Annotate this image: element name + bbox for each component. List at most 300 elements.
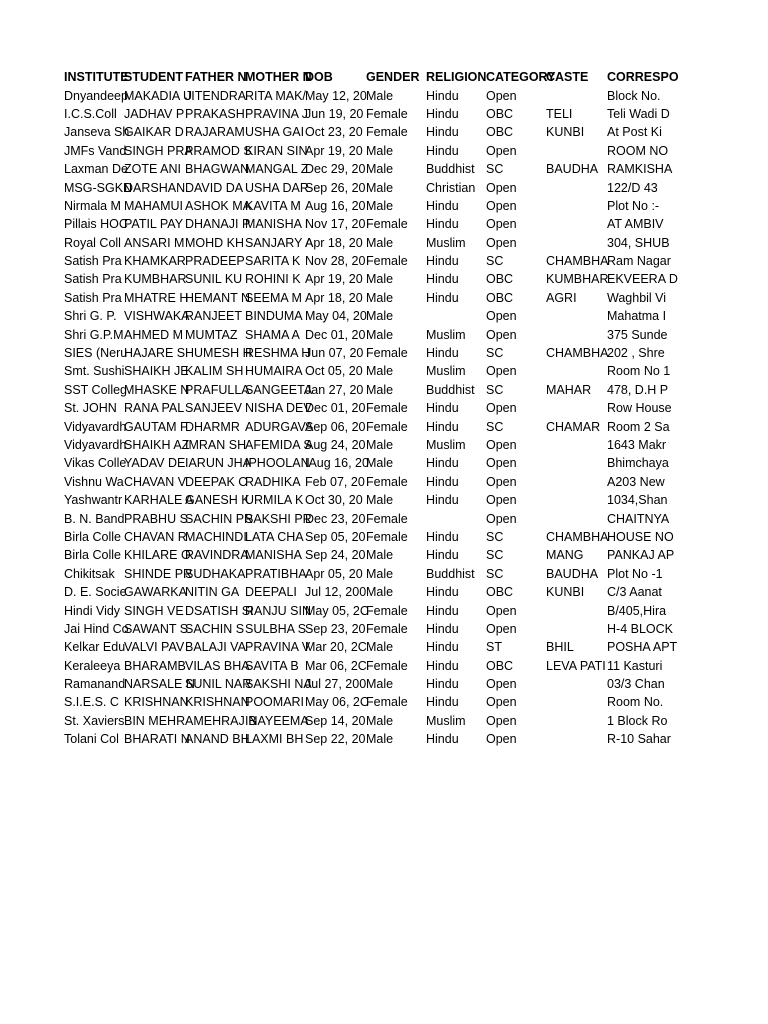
table-cell: Female [366, 125, 408, 140]
table-cell: 375 Sunde [607, 327, 668, 342]
table-row [64, 712, 768, 730]
table-cell: HUMAIRA [245, 364, 303, 379]
table-cell: LATA CHA [245, 529, 304, 544]
table-cell: URMILA K [245, 493, 304, 508]
table-cell: ADURGAVA [245, 419, 314, 434]
table-cell: Chikitsak [64, 566, 115, 581]
table-cell: Tolani Col [64, 732, 119, 747]
table-cell: JITENDRA [185, 88, 247, 103]
table-cell: PRABHU S [124, 511, 188, 526]
table-cell: Oct 30, 20 [305, 493, 363, 508]
table-cell: RESHMA H [245, 346, 311, 361]
table-cell: SANJARY A [245, 235, 314, 250]
table-cell: Male [366, 364, 394, 379]
table-cell: A203 New [607, 474, 665, 489]
table-cell: Open [486, 143, 517, 158]
table-cell: Hindu [426, 254, 459, 269]
table-cell: Satish Pra [64, 272, 122, 287]
table-cell: Hindu [426, 106, 459, 121]
table-cell: Male [366, 456, 394, 471]
table-cell: MUMTAZ [185, 327, 238, 342]
table-cell: SIES (Neru [64, 346, 128, 361]
table-cell: Hindu [426, 529, 459, 544]
table-cell: JMFs Vand [64, 143, 127, 158]
table-cell: NITIN GA [185, 585, 240, 600]
table-row [64, 454, 768, 472]
table-cell: SUDHAKA [185, 566, 246, 581]
table-cell: OBC [486, 125, 514, 140]
table-cell: SULBHA S [245, 621, 307, 636]
table-cell: Open [486, 493, 517, 508]
table-cell: Mar 06, 2C [305, 658, 367, 673]
table-cell: MSG-SGKN [64, 180, 133, 195]
table-row [64, 620, 768, 638]
table-cell: Hindu [426, 621, 459, 636]
table-row [64, 381, 768, 399]
table-row [64, 252, 768, 270]
table-cell: PRADEEP [185, 254, 245, 269]
table-row [64, 399, 768, 417]
table-cell: OBC [486, 585, 514, 600]
table-cell: GAUTAM F [124, 419, 188, 434]
table-cell: 202 , Shre [607, 346, 665, 361]
table-row [64, 657, 768, 675]
table-row [64, 546, 768, 564]
table-cell: MANISHA I [245, 217, 309, 232]
table-cell: Teli Wadi D [607, 106, 670, 121]
table-cell: Open [486, 88, 517, 103]
table-cell: Feb 07, 20 [305, 474, 365, 489]
table-cell: KRISHNAN [124, 695, 189, 710]
table-row [64, 638, 768, 656]
table-cell: Muslim [426, 713, 466, 728]
table-cell: Male [366, 143, 394, 158]
table-cell: OBC [486, 658, 514, 673]
table-cell: HUMESH H [185, 346, 252, 361]
table-cell: Buddhist [426, 382, 475, 397]
table-cell: BHIL [546, 640, 574, 655]
table-cell: PANKAJ AP [607, 548, 675, 563]
table-cell: Vidyavardh [64, 419, 127, 434]
table-cell: 1643 Makr [607, 438, 667, 452]
table-cell: Hindu [426, 732, 459, 747]
table-row [64, 270, 768, 288]
table-cell: Female [366, 217, 408, 232]
table-cell: MANGAL Z [245, 162, 309, 177]
table-cell: Hindu [426, 677, 459, 692]
table-cell: May 05, 2C [305, 603, 369, 618]
table-cell: RANJEET [185, 309, 242, 324]
table-cell: IMRAN SH [185, 438, 247, 452]
table-row [64, 178, 768, 196]
table-cell: Room No. [607, 695, 664, 710]
table-cell: May 12, 20 [305, 88, 367, 103]
table-cell: Hindu [426, 346, 459, 361]
table-cell: Open [486, 180, 517, 195]
table-cell: 1 Block Ro [607, 713, 668, 728]
table-cell: SACHIN PR [185, 511, 254, 526]
header-cell: CASTE [546, 70, 589, 85]
table-cell: Male [366, 640, 394, 655]
table-cell: POOMARI [245, 695, 305, 710]
table-cell: Hindu [426, 401, 459, 416]
table-cell: AT AMBIV [607, 217, 664, 232]
table-cell: Open [486, 198, 517, 213]
table-cell: SUNIL KU [185, 272, 243, 287]
table-cell: Sep 26, 20 [305, 180, 366, 195]
table-cell: Royal Coll [64, 235, 121, 250]
table-cell: Hindu [426, 88, 459, 103]
table-cell: Jul 27, 200 [305, 677, 367, 692]
table-cell: Vikas Colle [64, 456, 127, 471]
table-row [64, 528, 768, 546]
table-cell: Open [486, 438, 517, 452]
table-cell: BALAJI VA [185, 640, 246, 655]
table-cell: B/405,Hira [607, 603, 667, 618]
table-cell: Nirmala M [64, 198, 121, 213]
table-cell: Female [366, 419, 408, 434]
table-row [64, 491, 768, 509]
table-cell: PRAFULLA [185, 382, 250, 397]
table-cell: RAMKISHA [607, 162, 673, 177]
table-cell: Male [366, 88, 394, 103]
table-cell: ROHINI K [245, 272, 301, 287]
table-cell: SAKSHI PR [245, 511, 312, 526]
table-cell: Dec 01, 20 [305, 401, 366, 416]
table-cell: NISHA DEV [245, 401, 312, 416]
table-row [64, 675, 768, 693]
table-row [64, 160, 768, 178]
table-cell: Block No. [607, 88, 661, 103]
table-cell: May 04, 20 [305, 309, 367, 324]
table-cell: Apr 19, 20 [305, 272, 363, 287]
table-cell: Muslim [426, 327, 466, 342]
table-cell: Open [486, 401, 517, 416]
table-cell: Birla Colle [64, 529, 121, 544]
table-cell: MAHAMUI [124, 198, 184, 213]
table-cell: Muslim [426, 364, 466, 379]
table-cell: Aug 16, 20 [305, 198, 366, 213]
table-cell: Female [366, 511, 408, 526]
table-cell: NARSALE N [124, 677, 195, 692]
table-cell: St. Xaviers [64, 713, 125, 728]
table-cell: PRATIBHA [245, 566, 307, 581]
table-cell: Male [366, 198, 394, 213]
table-row [64, 601, 768, 619]
table-cell: Male [366, 235, 394, 250]
table-cell: Hindu [426, 658, 459, 673]
table-cell: Male [366, 382, 394, 397]
table-row [64, 215, 768, 233]
table-cell: AMEHRAJ B [185, 713, 257, 728]
table-cell: PRAKASH [185, 106, 245, 121]
header-cell: FATHER N [185, 70, 247, 85]
table-cell: Sep 05, 20 [305, 529, 366, 544]
table-cell: TELI [546, 106, 573, 121]
table-cell: CHAMBHA [546, 254, 609, 269]
table-cell: PRAVINA V [245, 640, 311, 655]
table-cell: DARSHAN [124, 180, 186, 195]
table-row [64, 307, 768, 325]
table-cell: Hindu [426, 548, 459, 563]
table-cell: Christian [426, 180, 476, 195]
table-row [64, 583, 768, 601]
table-cell: SEEMA M [245, 290, 302, 305]
table-cell: Hindu [426, 419, 459, 434]
table-cell: Open [486, 456, 517, 471]
table-cell: Open [486, 713, 517, 728]
table-cell: Ram Nagar [607, 254, 671, 269]
table-cell: Male [366, 180, 394, 195]
table-cell: ANSARI M [124, 235, 185, 250]
table-cell: 304, SHUB [607, 235, 670, 250]
table-cell: OBC [486, 272, 514, 287]
table-cell: BAUDHA [546, 162, 599, 177]
table-cell: Hindu [426, 474, 459, 489]
table-cell: S.I.E.S. C [64, 695, 119, 710]
table-cell: JADHAV P [124, 106, 185, 121]
table-cell: OBC [486, 106, 514, 121]
table-cell: PRAMOD S [185, 143, 252, 158]
table-cell: Hindu [426, 198, 459, 213]
table-cell: KUNBI [546, 125, 585, 140]
table-cell: KALIM SH [185, 364, 244, 379]
table-cell: SC [486, 566, 504, 581]
table-cell: Jun 07, 20 [305, 346, 364, 361]
table-cell: Vidyavardh [64, 438, 127, 452]
table-cell: SHAIKH AZ [124, 438, 190, 452]
table-cell: Male [366, 713, 394, 728]
table-cell: Hindu [426, 456, 459, 471]
table-cell: MHASKE N [124, 382, 190, 397]
table-cell: HOUSE NO [607, 529, 674, 544]
table-cell: USHA DAR [245, 180, 309, 195]
table-cell: SAVITA B [245, 658, 299, 673]
table-cell: IPHOOLAN [245, 456, 310, 471]
table-cell: Male [366, 272, 394, 287]
table-cell: KUMBHAR [124, 272, 187, 287]
table-cell: St. JOHN [64, 401, 117, 416]
table-cell: SC [486, 382, 504, 397]
header-cell: DOB [305, 70, 333, 85]
table-cell: SC [486, 548, 504, 563]
table-cell: SAWANT S [124, 621, 189, 636]
table-cell: IAug 16, 20 [305, 456, 369, 471]
table-cell: Jan 27, 20 [305, 382, 364, 397]
table-cell: Room 2 Sa [607, 419, 670, 434]
table-row [64, 142, 768, 160]
table-cell: SAKSHI NA [245, 677, 312, 692]
table-cell: HEMANT N [185, 290, 251, 305]
table-cell: Nov 28, 20 [305, 254, 366, 269]
table-cell: Smt. Sushi [64, 364, 125, 379]
table-cell: Oct 05, 20 [305, 364, 363, 379]
table-cell: Hindu [426, 585, 459, 600]
table-cell: KUNBI [546, 585, 585, 600]
table-cell: INAYEEMA [245, 713, 309, 728]
header-row [64, 68, 768, 86]
table-cell: Plot No :- [607, 198, 660, 213]
table-cell: Sep 14, 20 [305, 713, 366, 728]
table-cell: Dec 29, 20 [305, 162, 366, 177]
table-cell: Dnyandeep [64, 88, 128, 103]
table-cell: Vishnu Wa [64, 474, 124, 489]
table-row [64, 509, 768, 527]
table-cell: KHILARE O [124, 548, 191, 563]
table-cell: Ramanand [64, 677, 126, 692]
table-cell: LEVA PATI [546, 658, 606, 673]
table-cell: MANG [546, 548, 584, 563]
table-cell: ROOM NO [607, 143, 669, 158]
table-cell: BHAGWAN [185, 162, 250, 177]
table-cell: Female [366, 401, 408, 416]
table-cell: RADHIKA [245, 474, 301, 489]
table-row [64, 123, 768, 141]
table-row [64, 344, 768, 362]
table-cell: KIRAN SIN [245, 143, 308, 158]
table-cell: CHAVAN R [124, 529, 187, 544]
table-cell: SHAIKH JE [124, 364, 189, 379]
table-cell: Hindu [426, 217, 459, 232]
table-cell: GAWARKA [124, 585, 187, 600]
table-cell: Open [486, 732, 517, 747]
table-cell: Hindi Vidy [64, 603, 121, 618]
table-cell: Jai Hind Co [64, 621, 129, 636]
table-cell: Satish Pra [64, 290, 122, 305]
table-cell: BHARATI N [124, 732, 190, 747]
table-cell: Hindu [426, 695, 459, 710]
table-cell: SACHIN S [185, 621, 245, 636]
table-cell: Nov 17, 20 [305, 217, 366, 232]
table-cell: BAUDHA [546, 566, 599, 581]
table-cell: Buddhist [426, 162, 475, 177]
table-cell: H-4 BLOCK [607, 621, 673, 636]
table-cell: Male [366, 162, 394, 177]
table-cell: USHA GAI [245, 125, 305, 140]
table-cell: Janseva Sh [64, 125, 130, 140]
table-cell: POSHA APT [607, 640, 678, 655]
table-cell: SANJEEV [185, 401, 242, 416]
table-cell: CHAVAN V [124, 474, 187, 489]
table-row [64, 234, 768, 252]
table-cell: VISHWAKA [124, 309, 190, 324]
table-cell: VILAS BHA [185, 658, 250, 673]
table-cell: RITA MAK/ [245, 88, 306, 103]
table-cell: Waghbil Vi [607, 290, 667, 305]
table-cell: Mar 20, 2C [305, 640, 367, 655]
table-cell: Male [366, 290, 394, 305]
table-cell: BHARAMB [124, 658, 186, 673]
table-cell: Male [366, 732, 394, 747]
table-row [64, 417, 768, 435]
table-cell: Male [366, 438, 394, 452]
table-cell: Male [366, 677, 394, 692]
table-cell: MANISHA [245, 548, 302, 563]
table-row [64, 86, 768, 104]
header-cell: INSTITUTE [64, 70, 129, 85]
table-row [64, 436, 768, 454]
table-cell: GANESH K [185, 493, 250, 508]
table-cell: Male [366, 493, 394, 508]
table-cell: RANA PAL [124, 401, 185, 416]
table-cell: DEEPALI [245, 585, 297, 600]
table-cell: SANGEETA [245, 382, 313, 397]
table-cell: SINGH VE [124, 603, 184, 618]
table-cell: Sep 24, 20 [305, 548, 366, 563]
table-cell: Pillais HOC [64, 217, 128, 232]
table-row [64, 105, 768, 123]
table-cell: Male [366, 585, 394, 600]
table-cell: Muslim [426, 235, 466, 250]
table-cell: May 06, 2C [305, 695, 369, 710]
table-cell: SC [486, 529, 504, 544]
table-cell: Female [366, 621, 408, 636]
table-cell: D. E. Socie [64, 585, 127, 600]
table-cell: Open [486, 235, 517, 250]
table-row [64, 730, 768, 748]
table-cell: Dec 01, 20 [305, 327, 366, 342]
table-cell: HAJARE S [124, 346, 186, 361]
table-cell: DHANAJI P [185, 217, 251, 232]
table-cell: Hindu [426, 143, 459, 158]
table-cell: Oct 23, 20 [305, 125, 363, 140]
table-cell: MOHD KH [185, 235, 245, 250]
table-cell: 03/3 Chan [607, 677, 665, 692]
table-cell: KRISHNAN [185, 695, 250, 710]
table-cell: Open [486, 309, 517, 324]
table-cell: AFEMIDA S [245, 438, 312, 452]
table-cell: Open [486, 327, 517, 342]
table-body [64, 86, 768, 748]
table-cell: SARITA K [245, 254, 301, 269]
table-cell: Open [486, 217, 517, 232]
table-cell: 1034,Shan [607, 493, 668, 508]
table-cell: KHAMKAR [124, 254, 186, 269]
table-cell: I.C.S.Coll [64, 106, 117, 121]
table-cell: Female [366, 603, 408, 618]
table-cell: DSATISH SI [185, 603, 254, 618]
table-cell: Open [486, 621, 517, 636]
table-cell: SHINDE PR [124, 566, 193, 581]
table-cell: Female [366, 254, 408, 269]
table-cell: B. N. Band [64, 511, 125, 526]
table-cell: DHARMR [185, 419, 240, 434]
table-cell: Yashwantr [64, 493, 123, 508]
table-cell: BINDUMA [245, 309, 303, 324]
table-cell: Shri G.P.M [64, 327, 124, 342]
table-cell: MHATRE H [124, 290, 189, 305]
header-cell: GENDER [366, 70, 420, 85]
table-cell: Mahatma I [607, 309, 667, 324]
table-cell: Jun 19, 20 [305, 106, 364, 121]
table-cell: Apr 05, 20 [305, 566, 363, 581]
table-cell: OBC [486, 290, 514, 305]
table-cell: At Post Ki [607, 125, 662, 140]
table-cell: Hindu [426, 493, 459, 508]
table-cell: Laxman De [64, 162, 128, 177]
table-cell: BIN MEHR [124, 713, 186, 728]
table-cell: MAKADIA U [124, 88, 193, 103]
table-cell: DEEPAK C [185, 474, 248, 489]
header-cell: CATEGORY [486, 70, 556, 85]
table-cell: Male [366, 566, 394, 581]
table-cell: EKVEERA D [607, 272, 678, 287]
table-cell: SC [486, 162, 504, 177]
table-cell: ZOTE ANI [124, 162, 181, 177]
table-cell: ST [486, 640, 502, 655]
table-cell: Sep 06, 20 [305, 419, 366, 434]
table-cell: 11 Kasturi [607, 658, 663, 673]
